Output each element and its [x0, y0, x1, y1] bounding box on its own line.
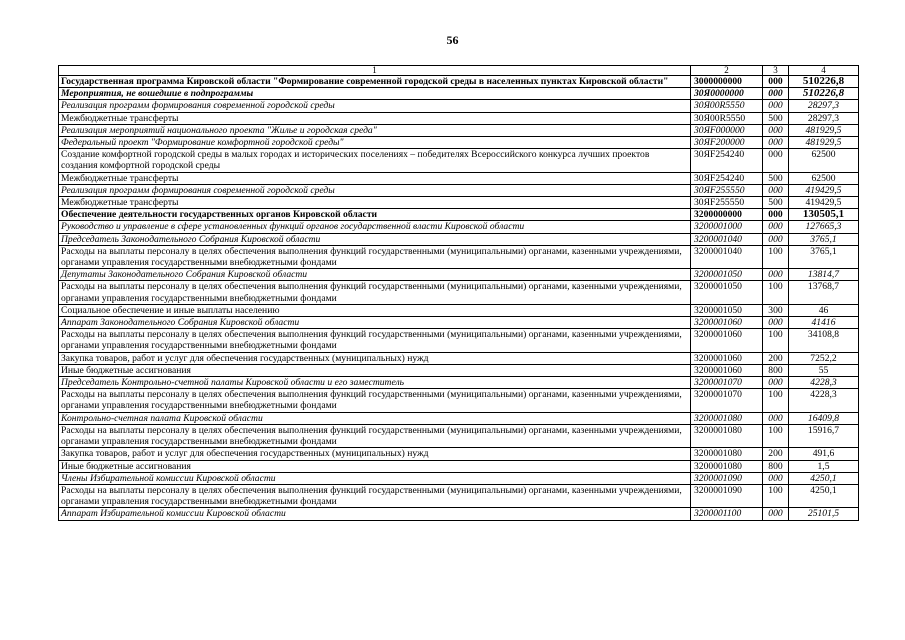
row-amount: 46	[789, 304, 859, 316]
row-amount: 15916,7	[789, 424, 859, 447]
row-target-code: 3200001080	[691, 460, 763, 472]
header-col-2: 2	[691, 66, 763, 76]
row-target-code: 30ЯF255550	[691, 184, 763, 196]
row-amount: 3765,1	[789, 245, 859, 268]
row-expense-type: 100	[763, 389, 789, 412]
table-row	[59, 269, 859, 281]
row-description: Расходы на выплаты персоналу в целях обеспечения выполнения функций государственными (муниципальными) органами, казенными учреждениями, органами управления государственными внебюджетными фондами	[59, 389, 691, 412]
table-row	[59, 221, 859, 233]
row-amount: 419429,5	[789, 184, 859, 196]
row-target-code: 3200000000	[691, 209, 763, 221]
row-expense-type: 100	[763, 245, 789, 268]
row-expense-type: 000	[763, 269, 789, 281]
row-amount: 510226,8	[789, 88, 859, 100]
table-row	[59, 448, 859, 460]
row-target-code: 30ЯF254240	[691, 149, 763, 172]
row-amount: 4228,3	[789, 389, 859, 412]
row-description: Расходы на выплаты персоналу в целях обеспечения выполнения функций государственными (муниципальными) органами, казенными учреждениями, органами управления государственными внебюджетными фондами	[59, 424, 691, 447]
row-description: Межбюджетные трансферты	[59, 112, 691, 124]
row-expense-type: 000	[763, 137, 789, 149]
row-expense-type: 800	[763, 364, 789, 376]
row-amount: 16409,8	[789, 412, 859, 424]
table-row	[59, 472, 859, 484]
row-target-code: 3200001070	[691, 389, 763, 412]
table-header-row	[59, 66, 859, 76]
table-row	[59, 317, 859, 329]
row-expense-type: 000	[763, 209, 789, 221]
row-expense-type: 000	[763, 412, 789, 424]
row-description: Расходы на выплаты персоналу в целях обеспечения выполнения функций государственными (муниципальными) органами, казенными учреждениями, органами управления государственными внебюджетными фондами	[59, 245, 691, 268]
row-target-code: 3000000000	[691, 76, 763, 88]
row-description: Председатель Контрольно-счетной палаты Кировской области и его заместитель	[59, 377, 691, 389]
row-description: Председатель Законодательного Собрания Кировской области	[59, 233, 691, 245]
table-row	[59, 197, 859, 209]
table-row	[59, 424, 859, 447]
row-amount: 130505,1	[789, 209, 859, 221]
row-target-code: 3200001070	[691, 377, 763, 389]
row-amount: 127665,3	[789, 221, 859, 233]
row-expense-type: 800	[763, 460, 789, 472]
row-expense-type: 100	[763, 424, 789, 447]
row-target-code: 3200001000	[691, 221, 763, 233]
row-amount: 41416	[789, 317, 859, 329]
row-description: Руководство и управление в сфере установленных функций органов государственной власти Кировской области	[59, 221, 691, 233]
row-amount: 25101,5	[789, 508, 859, 520]
row-target-code: 3200001090	[691, 484, 763, 507]
row-amount: 28297,3	[789, 100, 859, 112]
table-row	[59, 76, 859, 88]
row-description: Федеральный проект "Формирование комфортной городской среды"	[59, 137, 691, 149]
row-target-code: 3200001060	[691, 352, 763, 364]
header-col-1: 1	[59, 66, 691, 76]
row-target-code: 3200001060	[691, 364, 763, 376]
page-number: 56	[446, 33, 459, 47]
row-description: Создание комфортной городской среды в малых городах и исторических поселениях – победителях Всероссийского конкурса лучших проектов создания комфортной городской среды	[59, 149, 691, 172]
row-description: Социальное обеспечение и иные выплаты населению	[59, 304, 691, 316]
row-expense-type: 000	[763, 377, 789, 389]
row-target-code: 3200001080	[691, 412, 763, 424]
row-expense-type: 100	[763, 281, 789, 304]
table-row	[59, 460, 859, 472]
table-row	[59, 172, 859, 184]
budget-table	[58, 65, 859, 521]
row-amount: 4250,1	[789, 484, 859, 507]
row-description: Реализация программ формирования современной городской среды	[59, 100, 691, 112]
row-expense-type: 200	[763, 352, 789, 364]
table-row	[59, 508, 859, 520]
table-row	[59, 377, 859, 389]
row-expense-type: 200	[763, 448, 789, 460]
row-amount: 7252,2	[789, 352, 859, 364]
row-description: Иные бюджетные ассигнования	[59, 460, 691, 472]
row-target-code: 3200001050	[691, 269, 763, 281]
row-description: Депутаты Законодательного Собрания Кировской области	[59, 269, 691, 281]
row-description: Аппарат Избирательной комиссии Кировской области	[59, 508, 691, 520]
row-description: Закупка товаров, работ и услуг для обеспечения государственных (муниципальных) нужд	[59, 448, 691, 460]
header-col-3: 3	[763, 66, 789, 76]
row-amount: 4250,1	[789, 472, 859, 484]
row-expense-type: 300	[763, 304, 789, 316]
table-row	[59, 412, 859, 424]
row-target-code: 3200001060	[691, 329, 763, 352]
row-amount: 13768,7	[789, 281, 859, 304]
header-col-4: 4	[789, 66, 859, 76]
table-row	[59, 245, 859, 268]
table-row	[59, 364, 859, 376]
row-target-code: 30Я0000000	[691, 88, 763, 100]
table-row	[59, 184, 859, 196]
row-expense-type: 000	[763, 233, 789, 245]
row-description: Закупка товаров, работ и услуг для обеспечения государственных (муниципальных) нужд	[59, 352, 691, 364]
row-description: Аппарат Законодательного Собрания Кировской области	[59, 317, 691, 329]
table-row	[59, 137, 859, 149]
row-description: Члены Избирательной комиссии Кировской области	[59, 472, 691, 484]
row-amount: 34108,8	[789, 329, 859, 352]
row-amount: 419429,5	[789, 197, 859, 209]
table-row	[59, 329, 859, 352]
row-target-code: 30Я00R5550	[691, 100, 763, 112]
table-row	[59, 484, 859, 507]
row-amount: 4228,3	[789, 377, 859, 389]
row-description: Расходы на выплаты персоналу в целях обеспечения выполнения функций государственными (муниципальными) органами, казенными учреждениями, органами управления государственными внебюджетными фондами	[59, 281, 691, 304]
row-target-code: 3200001040	[691, 245, 763, 268]
row-target-code: 30ЯF254240	[691, 172, 763, 184]
row-target-code: 3200001080	[691, 448, 763, 460]
row-amount: 1,5	[789, 460, 859, 472]
table-row	[59, 149, 859, 172]
table-row	[59, 88, 859, 100]
row-expense-type: 000	[763, 124, 789, 136]
row-target-code: 30ЯF200000	[691, 137, 763, 149]
row-description: Реализация программ формирования современной городской среды	[59, 184, 691, 196]
row-amount: 62500	[789, 172, 859, 184]
row-description: Межбюджетные трансферты	[59, 197, 691, 209]
table-row	[59, 124, 859, 136]
row-amount: 510226,8	[789, 76, 859, 88]
row-description: Расходы на выплаты персоналу в целях обеспечения выполнения функций государственными (муниципальными) органами, казенными учреждениями, органами управления государственными внебюджетными фондами	[59, 484, 691, 507]
row-expense-type: 000	[763, 149, 789, 172]
table-row	[59, 112, 859, 124]
row-amount: 55	[789, 364, 859, 376]
row-target-code: 30ЯF000000	[691, 124, 763, 136]
row-expense-type: 500	[763, 112, 789, 124]
budget-table-body	[59, 66, 859, 521]
row-expense-type: 000	[763, 221, 789, 233]
table-row	[59, 100, 859, 112]
row-expense-type: 500	[763, 197, 789, 209]
row-expense-type: 100	[763, 484, 789, 507]
row-expense-type: 000	[763, 100, 789, 112]
row-target-code: 3200001080	[691, 424, 763, 447]
row-amount: 28297,3	[789, 112, 859, 124]
row-description: Иные бюджетные ассигнования	[59, 364, 691, 376]
table-row	[59, 352, 859, 364]
row-target-code: 30ЯF255550	[691, 197, 763, 209]
row-amount: 491,6	[789, 448, 859, 460]
row-amount: 481929,5	[789, 124, 859, 136]
row-description: Мероприятия, не вошедшие в подпрограммы	[59, 88, 691, 100]
row-amount: 13814,7	[789, 269, 859, 281]
row-description: Контрольно-счетная палата Кировской области	[59, 412, 691, 424]
row-target-code: 3200001100	[691, 508, 763, 520]
row-amount: 62500	[789, 149, 859, 172]
row-expense-type: 500	[763, 172, 789, 184]
row-description: Межбюджетные трансферты	[59, 172, 691, 184]
table-row	[59, 389, 859, 412]
row-description: Государственная программа Кировской области "Формирование современной городской среды в населенных пунктах Кировской области"	[59, 76, 691, 88]
row-target-code: 3200001060	[691, 317, 763, 329]
row-amount: 481929,5	[789, 137, 859, 149]
table-row	[59, 281, 859, 304]
row-expense-type: 000	[763, 76, 789, 88]
row-expense-type: 000	[763, 472, 789, 484]
row-target-code: 3200001040	[691, 233, 763, 245]
row-description: Обеспечение деятельности государственных органов Кировской области	[59, 209, 691, 221]
row-expense-type: 000	[763, 88, 789, 100]
table-row	[59, 209, 859, 221]
table-row	[59, 233, 859, 245]
row-target-code: 3200001050	[691, 281, 763, 304]
row-target-code: 30Я00R5550	[691, 112, 763, 124]
row-target-code: 3200001050	[691, 304, 763, 316]
row-expense-type: 000	[763, 508, 789, 520]
row-target-code: 3200001090	[691, 472, 763, 484]
row-expense-type: 000	[763, 317, 789, 329]
table-row	[59, 304, 859, 316]
row-amount: 3765,1	[789, 233, 859, 245]
row-expense-type: 000	[763, 184, 789, 196]
row-description: Реализация мероприятий национального проекта "Жилье и городская среда"	[59, 124, 691, 136]
row-expense-type: 100	[763, 329, 789, 352]
row-description: Расходы на выплаты персоналу в целях обеспечения выполнения функций государственными (муниципальными) органами, казенными учреждениями, органами управления государственными внебюджетными фондами	[59, 329, 691, 352]
